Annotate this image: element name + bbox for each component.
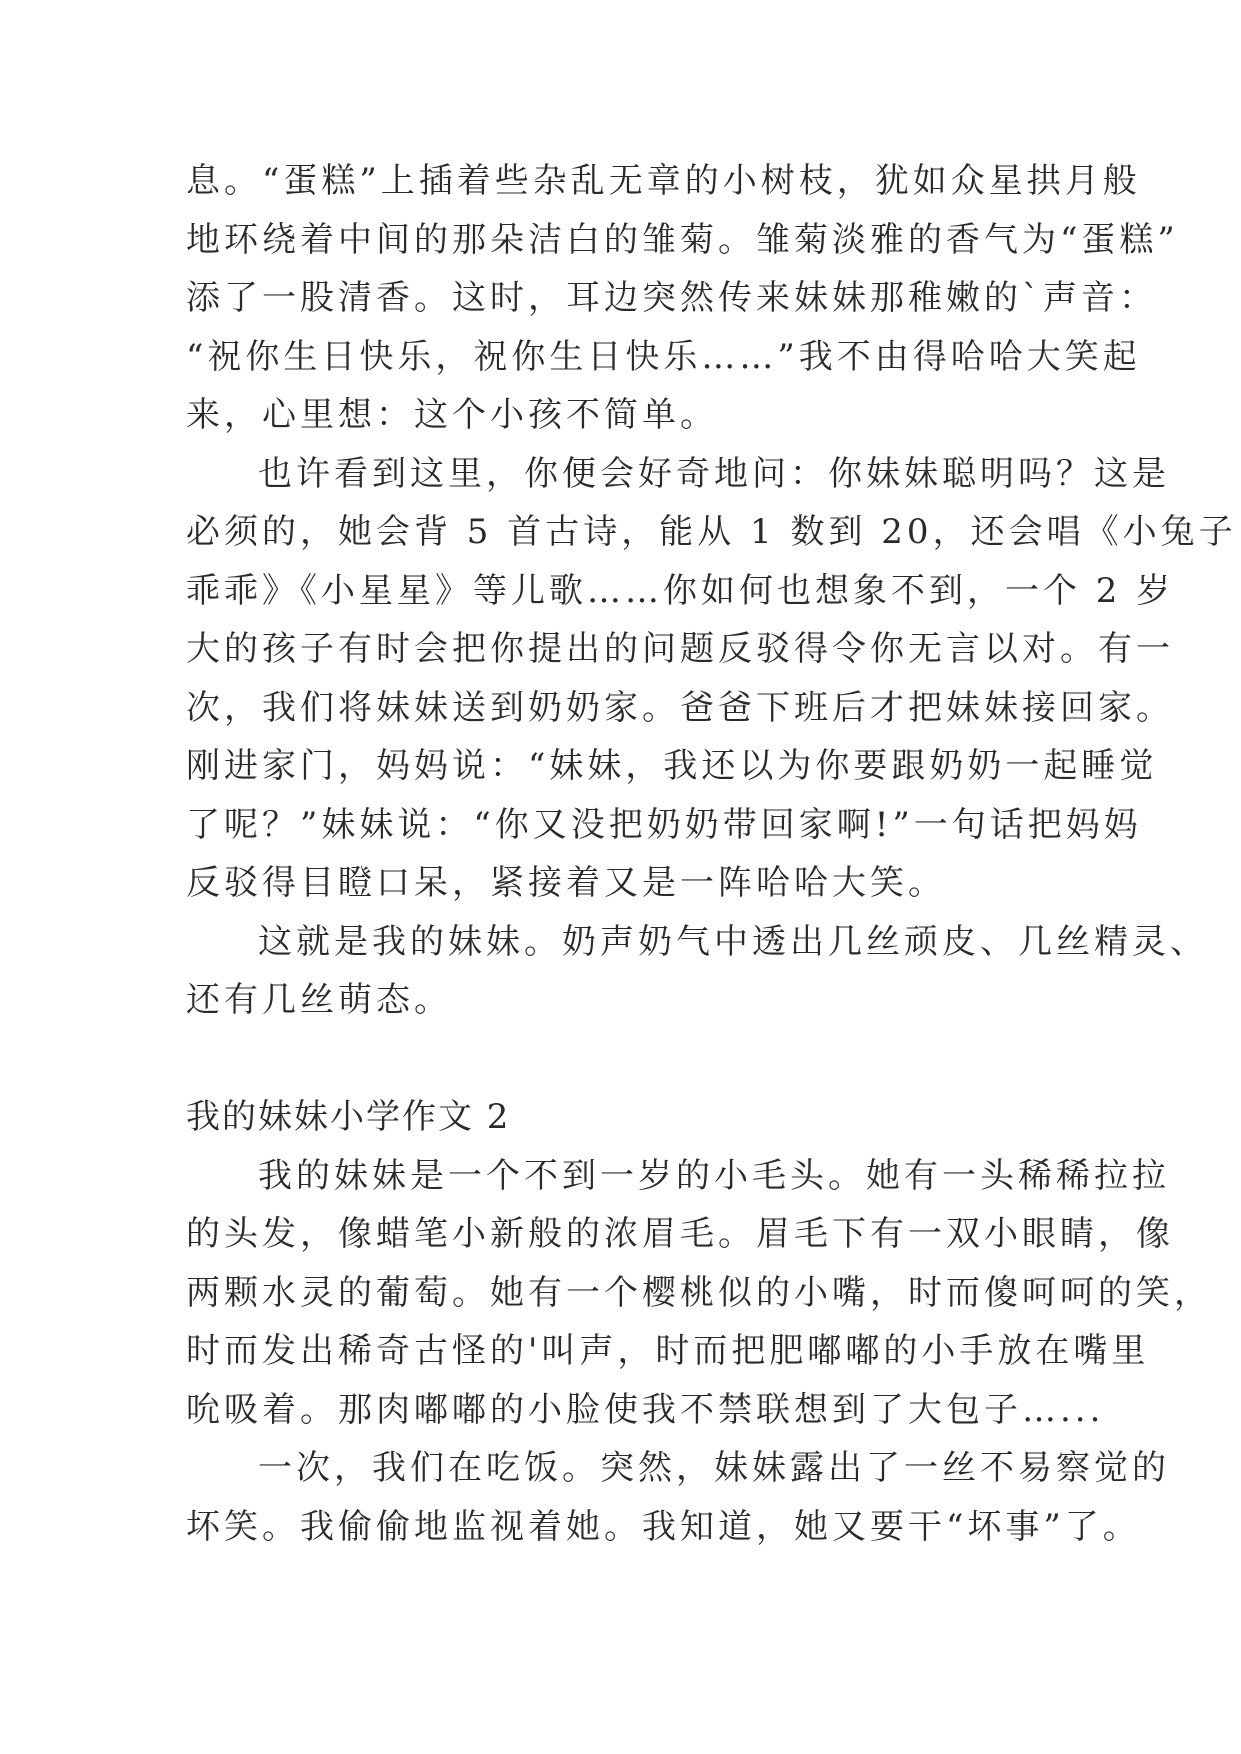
text-line: 次，我们将妹妹送到奶奶家。爸爸下班后才把妹妹接回家。	[186, 687, 1174, 728]
text-line: 两颗水灵的葡萄。她有一个樱桃似的小嘴，时而傻呵呵的笑，	[186, 1272, 1212, 1313]
text-line: 息。“蛋糕”上插着些杂乱无章的小树枝，犹如众星拱月般	[186, 161, 1141, 201]
text-line: “祝你生日快乐，祝你生日快乐……”我不由得哈哈大笑起	[186, 336, 1141, 377]
text-line: 我的妹妹是一个不到一岁的小毛头。她有一头稀稀拉拉	[258, 1155, 1170, 1196]
text-line: 必须的，她会背 5 首古诗，能从 1 数到 20，还会唱《小兔子	[186, 512, 1237, 552]
text-line: 来，心里想：这个小孩不简单。	[186, 395, 718, 435]
essay-body	[186, 152, 1237, 1556]
text-line: 大的孩子有时会把你提出的问题反驳得令你无言以对。有一	[186, 629, 1174, 669]
text-line: 也许看到这里，你便会好奇地问：你妹妹聪明吗？这是	[258, 453, 1170, 494]
text-line: 的头发，像蜡笔小新般的浓眉毛。眉毛下有一双小眼睛，像	[186, 1214, 1174, 1254]
section-heading: 我的妹妹小学作文 2	[186, 1097, 511, 1137]
text-line: 坏笑。我偷偷地监视着她。我知道，她又要干“坏事”了。	[186, 1506, 1141, 1547]
text-line: 吮吸着。那肉嘟嘟的小脸使我不禁联想到了大包子…...	[186, 1389, 1105, 1430]
text-line: 添了一股清香。这时，耳边突然传来妹妹那稚嫩的`声音：	[186, 278, 1157, 318]
section-gap	[186, 1030, 1066, 1089]
text-line: 时而发出稀奇古怪的'叫声，时而把肥嘟嘟的小手放在嘴里	[186, 1331, 1150, 1371]
text-line: 乖乖》《小星星》等儿歌……你如何也想象不到，一个 2 岁	[186, 570, 1175, 611]
text-line: 一次，我们在吃饭。突然，妹妹露出了一丝不易察觉的	[258, 1448, 1170, 1488]
text-line: 这就是我的妹妹。奶声奶气中透出几丝顽皮、几丝精灵、	[258, 921, 1208, 962]
text-line: 刚进家门，妈妈说：“妹妹，我还以为你要跟奶奶一起睡觉	[186, 746, 1158, 786]
text-line: 了呢？”妹妹说：“你又没把奶奶带回家啊!”一句话把妈妈	[186, 804, 1142, 845]
text-line: 地环绕着中间的那朵洁白的雏菊。雏菊淡雅的香气为“蛋糕”	[186, 219, 1179, 260]
text-line: 反驳得目瞪口呆，紧接着又是一阵哈哈大笑。	[186, 863, 946, 903]
text-line: 还有几丝萌态。	[186, 980, 452, 1020]
